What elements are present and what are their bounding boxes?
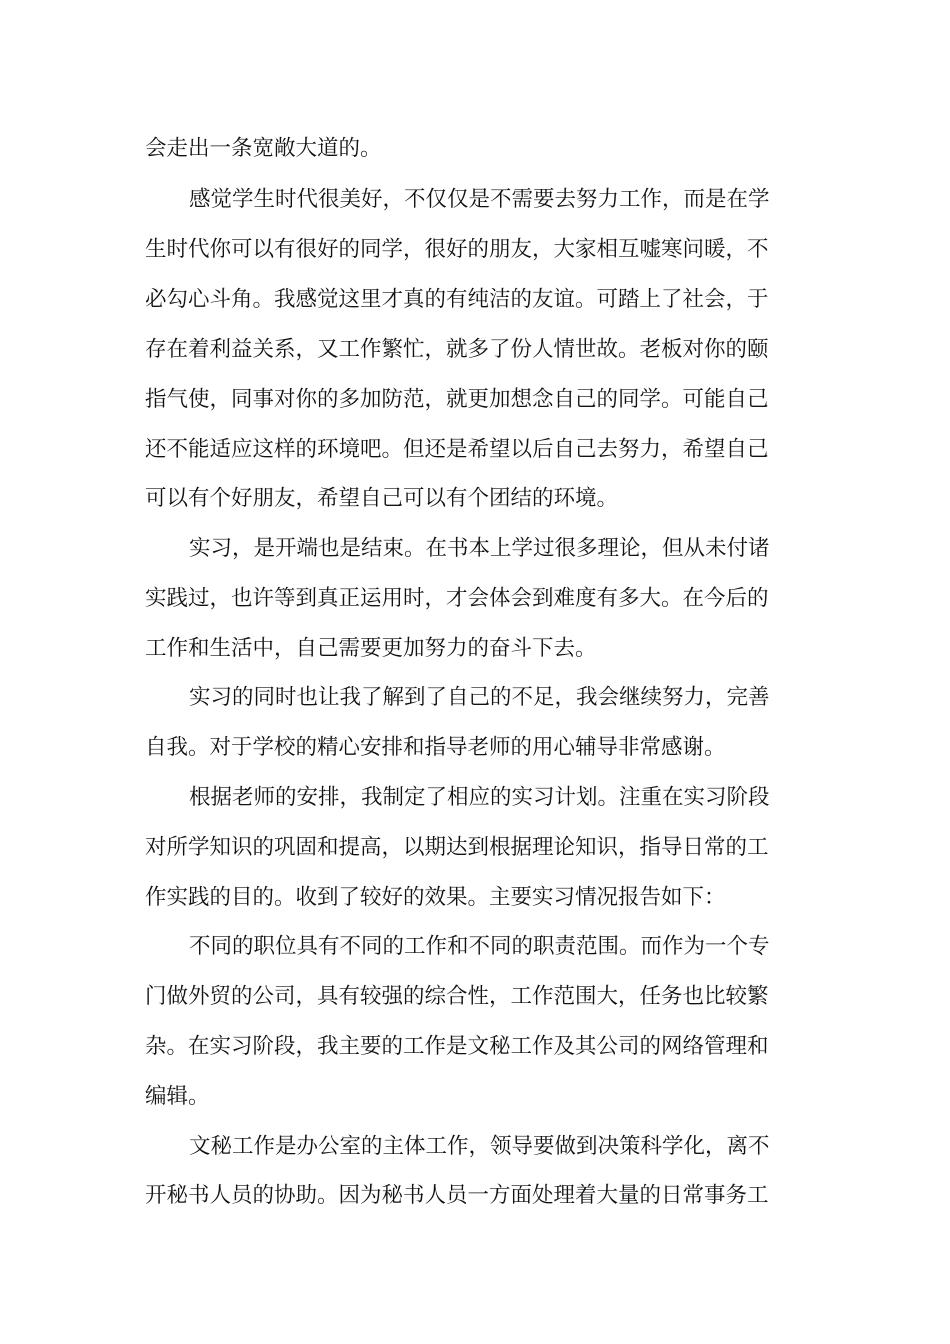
text-line: 门做外贸的公司，具有较强的综合性，工作范围大，任务也比较繁 — [145, 984, 769, 1009]
text-line: 实践过，也许等到真正运用时，才会体会到难度有多大。在今后的 — [145, 586, 769, 611]
text-line: 工作和生活中，自己需要更加努力的奋斗下去。 — [145, 636, 597, 661]
text-line: 作实践的目的。收到了较好的效果。主要实习情况报告如下： — [145, 885, 726, 910]
paragraph-first-line: 不同的职位具有不同的工作和不同的职责范围。而作为一个专 — [189, 934, 770, 959]
text-line: 会走出一条宽敞大道的。 — [145, 136, 382, 161]
text-line: 存在着利益关系，又工作繁忙，就多了份人情世故。老板对你的颐 — [145, 337, 769, 362]
text-line: 指气使，同事对你的多加防范，就更加想念自己的同学。可能自己 — [145, 387, 769, 412]
text-line: 可以有个好朋友，希望自己可以有个团结的环境。 — [145, 486, 619, 511]
text-line: 自我。对于学校的精心安排和指导老师的用心辅导非常感谢。 — [145, 735, 726, 760]
paragraph-first-line: 文秘工作是办公室的主体工作，领导要做到决策科学化，离不 — [189, 1134, 770, 1159]
paragraph-first-line: 实习的同时也让我了解到了自己的不足，我会继续努力，完善 — [189, 685, 770, 710]
paragraph-first-line: 感觉学生时代很美好，不仅仅是不需要去努力工作，而是在学 — [189, 187, 770, 212]
paragraph-first-line: 实习，是开端也是结束。在书本上学过很多理论，但从未付诸 — [189, 536, 770, 561]
text-line: 杂。在实习阶段，我主要的工作是文秘工作及其公司的网络管理和 — [145, 1034, 769, 1059]
paragraph-first-line: 根据老师的安排，我制定了相应的实习计划。注重在实习阶段 — [189, 785, 770, 810]
text-line: 必勾心斗角。我感觉这里才真的有纯洁的友谊。可踏上了社会，于 — [145, 287, 769, 312]
text-line: 还不能适应这样的环境吧。但还是希望以后自己去努力，希望自己 — [145, 437, 769, 462]
text-line: 对所学知识的巩固和提高，以期达到根据理论知识，指导日常的工 — [145, 835, 769, 860]
text-line: 编辑。 — [145, 1084, 210, 1109]
text-line: 生时代你可以有很好的同学，很好的朋友，大家相互嘘寒问暖，不 — [145, 237, 769, 262]
text-line: 开秘书人员的协助。因为秘书人员一方面处理着大量的日常事务工 — [145, 1183, 769, 1208]
